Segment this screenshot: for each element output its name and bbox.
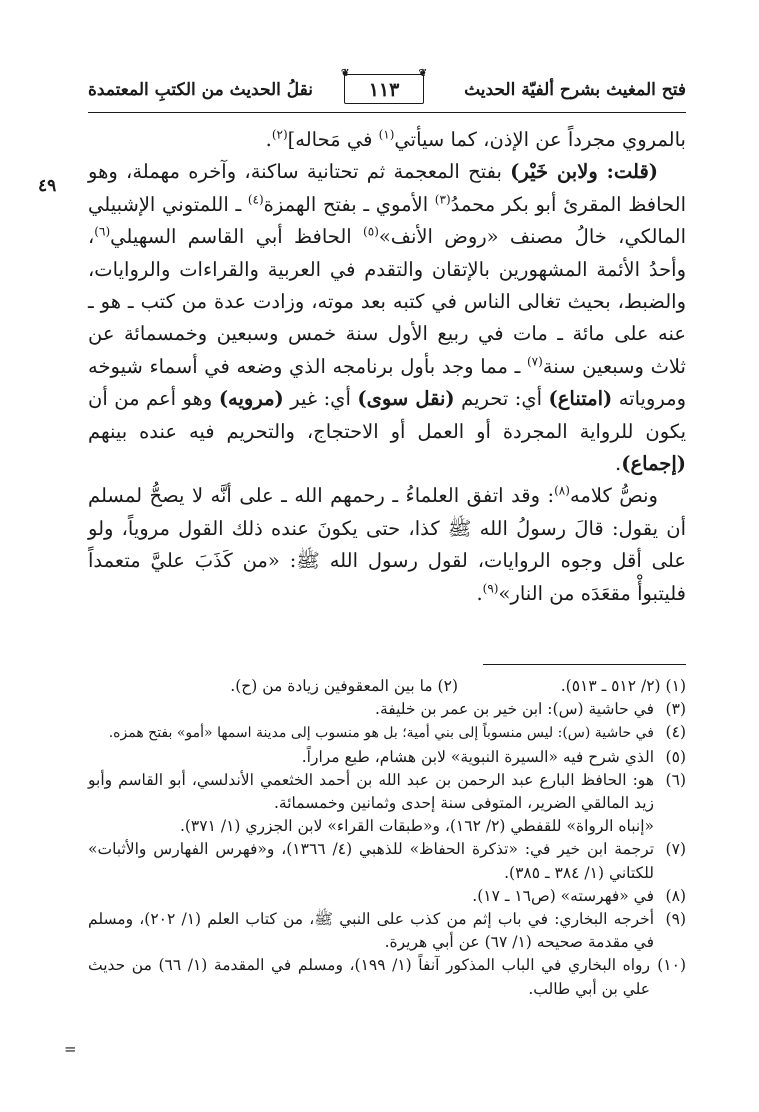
text-run: : وقد اتفق العلماءُ ـ رحمهم الله ـ على أنَّه لا يصحُّ لمسلم أن يقول: قالَ رسولُ الله ﷺ كذا، حتى يكونَ عنده ذلك القول مروياً، ولو على أقل وجوه الروايات، لقول رسول الله ﷺ: «من كَذَبَ عليَّ متعمداً فليتبوأْ مقعَدَه من النار» [88,484,686,605]
footnote-6-continuation: «إنباه الرواة» للقفطي (٢/ ١٦٢)، و«طبقات القراء» لابن الجزري (١/ ٣٧١). [179,817,654,836]
text-run: بالمروي مجرداً عن الإذن، كما سيأتي [394,128,686,151]
paragraph-1 [88,124,686,156]
footnote-ref: (٦) [94,224,111,239]
footnote-number: (٧) [665,840,686,859]
footnote-ref: (٧) [526,354,543,369]
naql-siwa-term: (نقل سوى) [357,387,455,411]
footnote-text: رواه البخاري في الباب المذكور آنفاً (١/ ١٩٩)، ومسلم في المقدمة (١/ ٦٦) من حديث علي بن أبي طالب. [88,956,650,998]
ijma-term: (إجماع) [621,452,686,476]
footnote-ref: (٢) [271,127,288,142]
footnote-text: الذي شرح فيه «السيرة النبوية» لابن هشام، طبع مراراً. [301,747,654,766]
header-divider [88,112,686,113]
footnote-text: في حاشية (س): ابن خير بن عمر بن خليفة. [375,700,654,719]
footnote-1 [561,675,686,698]
footnote-ref: (١) [378,127,395,142]
footnote-number: (٩) [665,910,686,929]
text-run: الحافظ أبي القاسم السهيلي [110,225,364,249]
footnote-number: (٨) [665,886,686,905]
text-run: في مَحاله] [287,128,379,151]
page-number [341,68,427,104]
footnote-number: (٥) [665,747,686,766]
footnote-text: (٢/ ٥١٢ ـ ٥١٣). [560,677,661,695]
footnote-number: (١) [665,677,686,695]
main-text [88,124,686,610]
running-header [88,68,686,108]
footnote-10 [88,954,686,1000]
continuation-mark: = [64,1040,77,1058]
footnote-text: في حاشية (س): ليس منسوباً إلى بني أمية؛ بل هو منسوب إلى مدينة اسمها «أمو» بفتح همزه. [108,725,654,742]
text-run: ـ اللمتوني الإشبيلي المالكي، خالُ مصنف «روض الأنف» [88,192,686,249]
footnote-text: ترجمة ابن خير في: «تذكرة الحفاظ» للذهبي (٤/ ١٣٦٦)، و«فهرس الفهارس والأثبات» للكتاني (١/ ٣٨٤ ـ ٣٨٥). [88,840,655,882]
footnote-number: (١٠) [657,956,686,975]
footnote-ref: (٤) [247,192,264,207]
footnote-number: (٢) [437,677,458,695]
text-run: أي: تحريم [454,387,549,411]
ornament-icon: ❦ [341,68,350,79]
footnote-number: (٣) [665,700,686,719]
footnote-text: ما بين المعقوفين زيادة من (ح). [230,677,433,695]
text-run: . [265,128,272,151]
footnote-text: أخرجه البخاري: في باب إثم من كذب على النبي ﷺ، من كتاب العلم (١/ ٢٠٢)، ومسلم في مقدمة صحيحه (١/ ٦٧) عن أبي هريرة. [88,910,655,952]
footnote-2 [230,675,458,698]
footnote-text: هو: الحافظ البارع عبد الرحمن بن عبد الله بن أحمد الخثعمي الأندلسي، أبو القاسم وأبو زيد المالقي الضرير، المتوفى سنة إحدى وثمانين وخمسمائة. [88,770,654,812]
paragraph-2 [88,156,686,480]
text-run: ، وأحدُ الأئمة المشهورين بالإتقان والتقدم في العربية والقراءات والروايات، والضبط، بحيث تغالى الناس في كتبه بعد موته، وزادت عدة من كتب ـ هو ـ عنه على مائة ـ مات في ربيع الأول سنة خمس وسبعين وخمسمائة عن ثلاث وسبعين سنة [88,225,686,378]
ibn-khayr-term: ولابن خَيْر) [510,160,607,184]
footnote-ref: (٩) [482,581,499,596]
margin-number: ٤٩ [38,176,57,196]
imtina-term: (امتناع) [548,387,613,411]
footnote-divider [483,664,686,665]
footnote-text: في «فهرسته» (ص١٦ ـ ١٧). [472,886,654,905]
text-run: الأموي ـ بفتح الهمزة [263,192,435,216]
footnote-ref: (٥) [363,224,379,239]
footnote-number: (٤) [665,723,686,742]
marwiyyih-term: (مرويه) [218,387,284,411]
footnote-number: (٦) [665,770,686,789]
page-number-text: ١١٣ [368,79,400,101]
ornament-icon: ❦ [418,68,427,79]
footnote-ref: (٣) [434,192,451,207]
paragraph-3 [88,480,686,610]
footnote-row [88,675,686,698]
footnote-ref: (٨) [554,483,570,498]
text-run: بفتح المعجمة ثم تحتانية ساكنة، وآخره مهملة، وهو الحافظ المقرئ أبو بكر محمدُ [88,160,687,216]
footnote-9 [88,908,686,954]
text-run: . [476,581,483,605]
text-run: ونصُّ كلامه [569,484,658,508]
qult-label: (قلت: [606,160,658,184]
footnote-7 [88,838,686,884]
book-title: فتح المغيث بشرح ألفيّة الحديث [464,80,686,100]
footnote-4 [88,721,686,745]
text-run: . [615,452,622,476]
text-run: وهو أعم من أن يكون للرواية المجردة أو العمل أو الاحتجاج، والتحريم فيه عنده بينهم [88,387,686,443]
footnote-6 [88,769,686,815]
footnote-8 [88,885,686,908]
text-run: أي: غير [283,387,358,411]
footnote-3 [88,698,686,721]
footnote-5 [88,746,686,769]
footnotes [88,675,686,1001]
section-title: نقلُ الحديث من الكتبِ المعتمدة [88,80,313,100]
text-run: ـ مما وجد بأول برنامجه الذي وضعه في أسماء شيوخه ومروياته [88,354,686,411]
